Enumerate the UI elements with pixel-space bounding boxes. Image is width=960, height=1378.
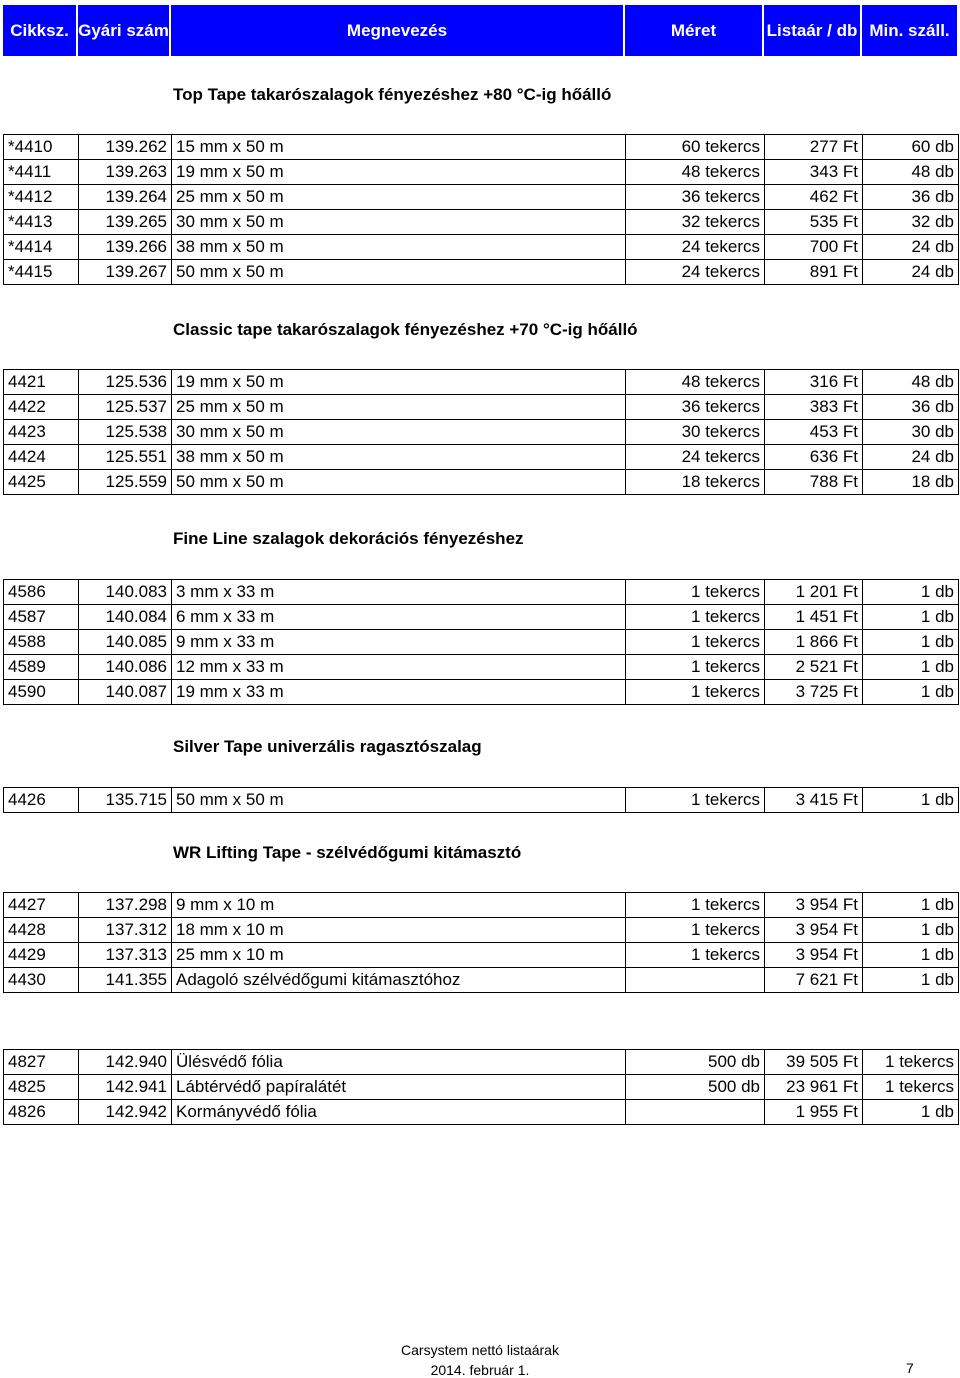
cell-min-szall: 1 db bbox=[863, 1100, 959, 1125]
cell-listaar: 453 Ft bbox=[765, 420, 863, 445]
cell-min-szall: 24 db bbox=[863, 235, 959, 260]
cell-cikkszam: 4429 bbox=[4, 943, 79, 968]
cell-min-szall: 30 db bbox=[863, 420, 959, 445]
cell-min-szall: 18 db bbox=[863, 470, 959, 495]
cell-megnevezes: 9 mm x 33 m bbox=[172, 630, 626, 655]
cell-listaar: 343 Ft bbox=[765, 160, 863, 185]
cell-min-szall: 1 tekercs bbox=[863, 1075, 959, 1100]
cell-megnevezes: 12 mm x 33 m bbox=[172, 655, 626, 680]
cell-min-szall: 60 db bbox=[863, 135, 959, 160]
cell-listaar: 39 505 Ft bbox=[765, 1050, 863, 1075]
section-title: Fine Line szalagok dekorációs fényezéshez bbox=[173, 529, 524, 548]
table-row bbox=[4, 370, 959, 395]
cell-meret: 24 tekercs bbox=[626, 445, 765, 470]
section-title: Top Tape takarószalagok fényezéshez +80 °C-ig hőálló bbox=[173, 85, 612, 104]
cell-gyari-szam: 140.086 bbox=[79, 655, 172, 680]
cell-cikkszam: 4587 bbox=[4, 605, 79, 630]
cell-min-szall: 1 db bbox=[863, 605, 959, 630]
cell-cikkszam: 4427 bbox=[4, 893, 79, 918]
cell-gyari-szam: 139.265 bbox=[79, 210, 172, 235]
cell-min-szall: 32 db bbox=[863, 210, 959, 235]
cell-cikkszam: 4426 bbox=[4, 788, 79, 813]
cell-meret: 1 tekercs bbox=[626, 943, 765, 968]
table-row bbox=[4, 185, 959, 210]
product-table bbox=[3, 369, 959, 495]
header-megnevezes: Megnevezés bbox=[171, 5, 625, 56]
cell-listaar: 7 621 Ft bbox=[765, 968, 863, 993]
cell-meret: 48 tekercs bbox=[626, 160, 765, 185]
cell-meret: 1 tekercs bbox=[626, 680, 765, 705]
cell-megnevezes: 9 mm x 10 m bbox=[172, 893, 626, 918]
cell-min-szall: 1 db bbox=[863, 630, 959, 655]
table-row bbox=[4, 1100, 959, 1125]
cell-meret: 1 tekercs bbox=[626, 605, 765, 630]
cell-gyari-szam: 139.266 bbox=[79, 235, 172, 260]
cell-megnevezes: Lábtérvédő papíralátét bbox=[172, 1075, 626, 1100]
cell-meret: 1 tekercs bbox=[626, 788, 765, 813]
cell-min-szall: 24 db bbox=[863, 260, 959, 285]
cell-cikkszam: 4424 bbox=[4, 445, 79, 470]
table-row bbox=[4, 680, 959, 705]
cell-gyari-szam: 140.085 bbox=[79, 630, 172, 655]
cell-gyari-szam: 141.355 bbox=[79, 968, 172, 993]
cell-min-szall: 1 db bbox=[863, 788, 959, 813]
footer-date: 2014. február 1. bbox=[430, 1362, 530, 1378]
cell-listaar: 3 415 Ft bbox=[765, 788, 863, 813]
table-row bbox=[4, 1050, 959, 1075]
cell-meret: 18 tekercs bbox=[626, 470, 765, 495]
table-row bbox=[4, 235, 959, 260]
cell-megnevezes: 3 mm x 33 m bbox=[172, 580, 626, 605]
table-row bbox=[4, 630, 959, 655]
cell-gyari-szam: 139.262 bbox=[79, 135, 172, 160]
table-row bbox=[4, 788, 959, 813]
cell-meret: 60 tekercs bbox=[626, 135, 765, 160]
cell-megnevezes: 38 mm x 50 m bbox=[172, 235, 626, 260]
cell-megnevezes: 19 mm x 33 m bbox=[172, 680, 626, 705]
cell-cikkszam: 4588 bbox=[4, 630, 79, 655]
cell-listaar: 636 Ft bbox=[765, 445, 863, 470]
product-table bbox=[3, 892, 959, 993]
cell-gyari-szam: 140.084 bbox=[79, 605, 172, 630]
cell-gyari-szam: 140.083 bbox=[79, 580, 172, 605]
cell-cikkszam: *4412 bbox=[4, 185, 79, 210]
cell-meret: 1 tekercs bbox=[626, 655, 765, 680]
cell-gyari-szam: 125.538 bbox=[79, 420, 172, 445]
cell-megnevezes: 18 mm x 10 m bbox=[172, 918, 626, 943]
cell-megnevezes: Ülésvédő fólia bbox=[172, 1050, 626, 1075]
cell-min-szall: 1 db bbox=[863, 918, 959, 943]
cell-meret: 32 tekercs bbox=[626, 210, 765, 235]
cell-gyari-szam: 125.559 bbox=[79, 470, 172, 495]
cell-meret: 30 tekercs bbox=[626, 420, 765, 445]
cell-cikkszam: 4589 bbox=[4, 655, 79, 680]
cell-gyari-szam: 139.267 bbox=[79, 260, 172, 285]
product-table bbox=[3, 134, 959, 285]
cell-min-szall: 48 db bbox=[863, 160, 959, 185]
table-row bbox=[4, 655, 959, 680]
cell-min-szall: 1 db bbox=[863, 680, 959, 705]
cell-gyari-szam: 137.298 bbox=[79, 893, 172, 918]
cell-cikkszam: 4430 bbox=[4, 968, 79, 993]
table-row bbox=[4, 420, 959, 445]
section-title: Silver Tape univerzális ragasztószalag bbox=[173, 737, 482, 756]
cell-megnevezes: 25 mm x 10 m bbox=[172, 943, 626, 968]
cell-gyari-szam: 140.087 bbox=[79, 680, 172, 705]
cell-cikkszam: *4411 bbox=[4, 160, 79, 185]
cell-meret: 36 tekercs bbox=[626, 185, 765, 210]
cell-min-szall: 36 db bbox=[863, 395, 959, 420]
cell-listaar: 788 Ft bbox=[765, 470, 863, 495]
cell-megnevezes: Kormányvédő fólia bbox=[172, 1100, 626, 1125]
cell-listaar: 3 954 Ft bbox=[765, 918, 863, 943]
cell-listaar: 23 961 Ft bbox=[765, 1075, 863, 1100]
cell-cikkszam: 4826 bbox=[4, 1100, 79, 1125]
cell-listaar: 3 954 Ft bbox=[765, 893, 863, 918]
table-row bbox=[4, 260, 959, 285]
table-row bbox=[4, 1075, 959, 1100]
section-title: WR Lifting Tape - szélvédőgumi kitámasztó bbox=[173, 843, 522, 862]
cell-gyari-szam: 135.715 bbox=[79, 788, 172, 813]
table-row bbox=[4, 395, 959, 420]
cell-listaar: 1 201 Ft bbox=[765, 580, 863, 605]
cell-gyari-szam: 139.263 bbox=[79, 160, 172, 185]
cell-megnevezes: 38 mm x 50 m bbox=[172, 445, 626, 470]
cell-meret: 24 tekercs bbox=[626, 260, 765, 285]
cell-listaar: 2 521 Ft bbox=[765, 655, 863, 680]
cell-meret: 1 tekercs bbox=[626, 580, 765, 605]
cell-gyari-szam: 137.313 bbox=[79, 943, 172, 968]
cell-meret: 1 tekercs bbox=[626, 893, 765, 918]
cell-min-szall: 48 db bbox=[863, 370, 959, 395]
cell-listaar: 383 Ft bbox=[765, 395, 863, 420]
cell-gyari-szam: 142.942 bbox=[79, 1100, 172, 1125]
cell-min-szall: 24 db bbox=[863, 445, 959, 470]
cell-listaar: 1 451 Ft bbox=[765, 605, 863, 630]
cell-listaar: 1 955 Ft bbox=[765, 1100, 863, 1125]
cell-meret: 1 tekercs bbox=[626, 630, 765, 655]
cell-megnevezes: 19 mm x 50 m bbox=[172, 160, 626, 185]
header-gyari-szam: Gyári szám bbox=[78, 5, 171, 56]
cell-megnevezes: 50 mm x 50 m bbox=[172, 260, 626, 285]
cell-megnevezes: Adagoló szélvédőgumi kitámasztóhoz bbox=[172, 968, 626, 993]
cell-listaar: 462 Ft bbox=[765, 185, 863, 210]
cell-cikkszam: 4825 bbox=[4, 1075, 79, 1100]
cell-megnevezes: 25 mm x 50 m bbox=[172, 185, 626, 210]
cell-gyari-szam: 125.551 bbox=[79, 445, 172, 470]
table-row bbox=[4, 135, 959, 160]
cell-cikkszam: *4414 bbox=[4, 235, 79, 260]
table-row bbox=[4, 943, 959, 968]
cell-meret bbox=[626, 1100, 765, 1125]
cell-megnevezes: 50 mm x 50 m bbox=[172, 788, 626, 813]
table-row bbox=[4, 210, 959, 235]
cell-listaar: 891 Ft bbox=[765, 260, 863, 285]
header-cikkszam: Cikksz. bbox=[3, 5, 78, 56]
cell-cikkszam: 4428 bbox=[4, 918, 79, 943]
cell-meret: 500 db bbox=[626, 1075, 765, 1100]
cell-megnevezes: 50 mm x 50 m bbox=[172, 470, 626, 495]
cell-meret: 24 tekercs bbox=[626, 235, 765, 260]
header-min-szall: Min. száll. bbox=[862, 5, 957, 56]
cell-listaar: 277 Ft bbox=[765, 135, 863, 160]
cell-cikkszam: 4827 bbox=[4, 1050, 79, 1075]
cell-gyari-szam: 137.312 bbox=[79, 918, 172, 943]
page-number: 7 bbox=[906, 1360, 914, 1376]
column-header-bar bbox=[3, 5, 957, 56]
cell-meret: 48 tekercs bbox=[626, 370, 765, 395]
footer-company: Carsystem nettó listaárak bbox=[401, 1342, 559, 1358]
cell-cikkszam: 4422 bbox=[4, 395, 79, 420]
product-table bbox=[3, 579, 959, 705]
header-listaar: Listaár / db bbox=[764, 5, 862, 56]
table-row bbox=[4, 445, 959, 470]
cell-cikkszam: 4423 bbox=[4, 420, 79, 445]
cell-gyari-szam: 142.940 bbox=[79, 1050, 172, 1075]
cell-megnevezes: 15 mm x 50 m bbox=[172, 135, 626, 160]
cell-listaar: 3 954 Ft bbox=[765, 943, 863, 968]
cell-megnevezes: 30 mm x 50 m bbox=[172, 210, 626, 235]
cell-min-szall: 1 tekercs bbox=[863, 1050, 959, 1075]
cell-min-szall: 1 db bbox=[863, 893, 959, 918]
cell-listaar: 3 725 Ft bbox=[765, 680, 863, 705]
product-table bbox=[3, 1049, 959, 1125]
table-row bbox=[4, 605, 959, 630]
cell-megnevezes: 25 mm x 50 m bbox=[172, 395, 626, 420]
cell-gyari-szam: 125.536 bbox=[79, 370, 172, 395]
cell-meret: 36 tekercs bbox=[626, 395, 765, 420]
cell-cikkszam: 4425 bbox=[4, 470, 79, 495]
cell-meret: 500 db bbox=[626, 1050, 765, 1075]
table-row bbox=[4, 580, 959, 605]
cell-meret bbox=[626, 968, 765, 993]
cell-min-szall: 1 db bbox=[863, 655, 959, 680]
cell-gyari-szam: 125.537 bbox=[79, 395, 172, 420]
table-row bbox=[4, 470, 959, 495]
cell-meret: 1 tekercs bbox=[626, 918, 765, 943]
cell-listaar: 700 Ft bbox=[765, 235, 863, 260]
cell-megnevezes: 6 mm x 33 m bbox=[172, 605, 626, 630]
cell-gyari-szam: 142.941 bbox=[79, 1075, 172, 1100]
header-meret: Méret bbox=[625, 5, 764, 56]
cell-listaar: 535 Ft bbox=[765, 210, 863, 235]
table-row bbox=[4, 918, 959, 943]
cell-megnevezes: 19 mm x 50 m bbox=[172, 370, 626, 395]
cell-cikkszam: 4590 bbox=[4, 680, 79, 705]
cell-min-szall: 1 db bbox=[863, 968, 959, 993]
cell-cikkszam: 4421 bbox=[4, 370, 79, 395]
cell-min-szall: 1 db bbox=[863, 580, 959, 605]
cell-cikkszam: *4410 bbox=[4, 135, 79, 160]
cell-listaar: 316 Ft bbox=[765, 370, 863, 395]
product-table bbox=[3, 787, 959, 813]
cell-megnevezes: 30 mm x 50 m bbox=[172, 420, 626, 445]
cell-cikkszam: *4413 bbox=[4, 210, 79, 235]
cell-min-szall: 1 db bbox=[863, 943, 959, 968]
cell-cikkszam: *4415 bbox=[4, 260, 79, 285]
cell-gyari-szam: 139.264 bbox=[79, 185, 172, 210]
table-row bbox=[4, 893, 959, 918]
table-row bbox=[4, 968, 959, 993]
cell-cikkszam: 4586 bbox=[4, 580, 79, 605]
cell-min-szall: 36 db bbox=[863, 185, 959, 210]
table-row bbox=[4, 160, 959, 185]
section-title: Classic tape takarószalagok fényezéshez +70 °C-ig hőálló bbox=[173, 320, 638, 339]
cell-listaar: 1 866 Ft bbox=[765, 630, 863, 655]
